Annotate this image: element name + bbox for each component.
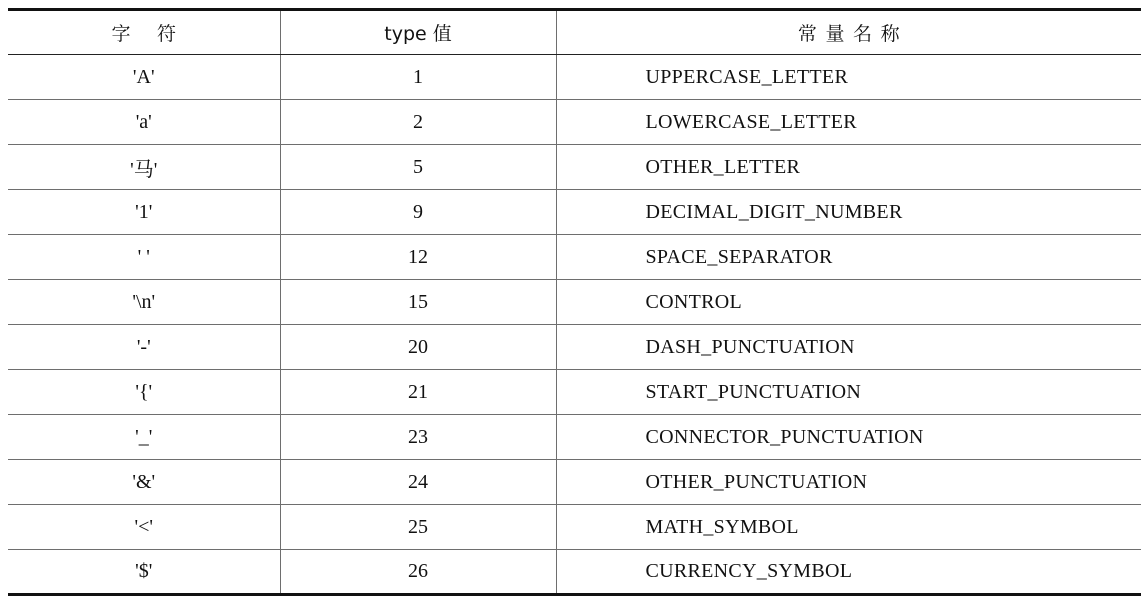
cell-name: DECIMAL_DIGIT_NUMBER [556,190,1141,235]
cell-type: 5 [280,145,556,190]
table-row [8,190,1141,235]
table-row [8,55,1141,100]
table-row [8,145,1141,190]
cell-char: 'A' [8,55,280,100]
table-row [8,370,1141,415]
header-char [8,10,280,55]
cell-type: 1 [280,55,556,100]
table-row [8,505,1141,550]
cell-name: CURRENCY_SYMBOL [556,550,1141,595]
cell-char: 'a' [8,100,280,145]
cell-char: '&' [8,460,280,505]
cell-name: DASH_PUNCTUATION [556,325,1141,370]
cell-name: LOWERCASE_LETTER [556,100,1141,145]
cell-type: 24 [280,460,556,505]
character-type-table-container [8,8,1141,596]
cell-type: 21 [280,370,556,415]
cell-name: START_PUNCTUATION [556,370,1141,415]
cell-name: OTHER_PUNCTUATION [556,460,1141,505]
cell-char: '$' [8,550,280,595]
cell-char: '{' [8,370,280,415]
cell-type: 2 [280,100,556,145]
cell-name: OTHER_LETTER [556,145,1141,190]
header-row [8,10,1141,55]
table-body [8,55,1141,595]
table-row [8,460,1141,505]
character-type-table [8,8,1141,596]
table-header [8,10,1141,55]
header-type-label: type 值 [384,23,452,45]
cell-name: CONNECTOR_PUNCTUATION [556,415,1141,460]
cell-name: UPPERCASE_LETTER [556,55,1141,100]
cell-char: '马' [8,145,280,190]
cell-type: 12 [280,235,556,280]
header-char-label: 字符 [111,23,203,45]
cell-char: '_' [8,415,280,460]
table-row [8,325,1141,370]
cell-type: 9 [280,190,556,235]
cell-char: '<' [8,505,280,550]
header-type-value [280,10,556,55]
table-row [8,100,1141,145]
cell-name: SPACE_SEPARATOR [556,235,1141,280]
table-row [8,280,1141,325]
cell-char: ' ' [8,235,280,280]
cell-type: 25 [280,505,556,550]
cell-char: '-' [8,325,280,370]
cell-type: 20 [280,325,556,370]
cell-char: '1' [8,190,280,235]
cell-type: 26 [280,550,556,595]
cell-type: 15 [280,280,556,325]
cell-name: MATH_SYMBOL [556,505,1141,550]
cell-char: '\n' [8,280,280,325]
cell-name: CONTROL [556,280,1141,325]
header-constant-name [556,10,1141,55]
cell-type: 23 [280,415,556,460]
table-row [8,235,1141,280]
table-row [8,415,1141,460]
header-name-label: 常量名称 [797,23,909,45]
table-row [8,550,1141,595]
